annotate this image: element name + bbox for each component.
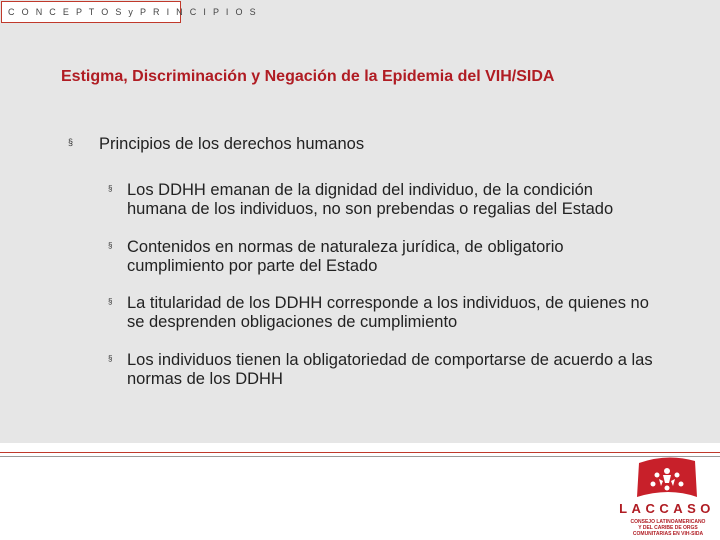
bullet-icon: § — [68, 137, 74, 147]
logo-tagline: Y DEL CARIBE DE ORGS — [638, 525, 698, 531]
bullet-icon: § — [108, 297, 113, 306]
logo-wordmark: LACCASO — [619, 501, 715, 516]
list-item-text: Los DDHH emanan de la dignidad del individuo, de la condición humana de los individuos, no son prebendas o regalias del Estado — [127, 181, 614, 218]
section-tag: C O N C E P T O S y P R I N C I P I O S — [1, 1, 181, 23]
footer-divider-gray — [0, 456, 720, 457]
list-item-text: Contenidos en normas de naturaleza jurídica, de obligatorio cumplimiento por parte del Estado — [127, 238, 564, 275]
laccaso-logo — [614, 453, 720, 540]
logo-tagline: CONSEJO LATINOAMERICANO — [630, 519, 706, 525]
red-flag-with-white-figures-icon — [629, 453, 705, 501]
bullet-icon: § — [108, 354, 113, 363]
list-item-text: Los individuos tienen la obligatoriedad de comportarse de acuerdo a las normas de los DDHH — [127, 351, 653, 388]
bullet-heading: Principios de los derechos humanos — [99, 135, 365, 153]
slide-title: Estigma, Discriminación y Negación de la Epidemia del VIH/SIDA — [61, 68, 555, 85]
bullet-icon: § — [108, 184, 113, 193]
logo-tagline: COMUNITARIAS EN VIH-SIDA — [632, 531, 704, 537]
list-item-text: La titularidad de los DDHH corresponde a los individuos, de quienes no se desprenden obligaciones de cumplimiento — [127, 294, 649, 331]
footer-divider-red — [0, 452, 720, 453]
bullet-icon: § — [108, 241, 113, 250]
